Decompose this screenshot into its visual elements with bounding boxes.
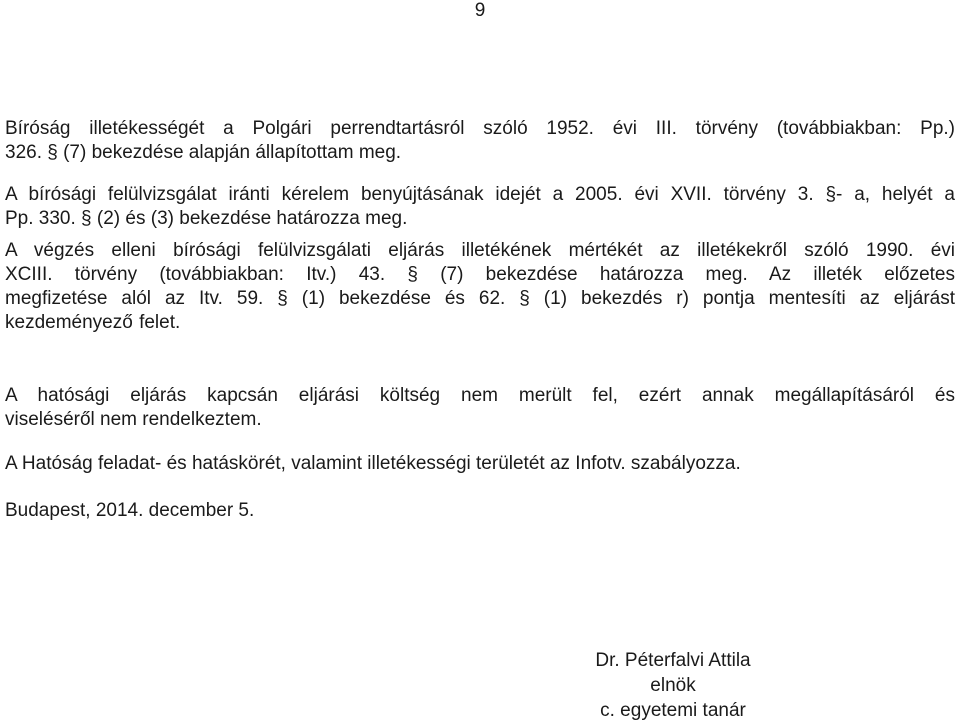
paragraph-review-request	[5, 183, 955, 231]
signatory-title: elnök	[650, 675, 696, 696]
place-and-date	[5, 499, 955, 523]
text-line: Bíróság illetékességét a Polgári perrendtartásról szóló 1952. évi III. törvény (továbbiakban: Pp.)	[5, 118, 955, 139]
text-line: megfizetése alól az Itv. 59. § (1) bekezdése és 62. § (1) bekezdés r) pontja mentesíti az eljárást	[5, 288, 955, 309]
paragraph-costs	[5, 384, 955, 432]
text-line: viseléséről nem rendelkeztem.	[5, 409, 262, 430]
text-line: XCIII. törvény (továbbiakban: Itv.) 43. § (7) bekezdése határozza meg. Az illeték előzetes	[5, 264, 955, 285]
paragraph-competence	[5, 452, 955, 476]
signature-block	[548, 648, 798, 723]
text-line: A végzés elleni bírósági felülvizsgálati eljárás illetékének mértékét az illetékekről szóló 1990. évi	[5, 240, 955, 261]
text-line: Budapest, 2014. december 5.	[5, 500, 255, 521]
text-line: Pp. 330. § (2) és (3) bekezdése határozza meg.	[5, 208, 408, 229]
page-number: 9	[474, 0, 486, 21]
text-line: A hatósági eljárás kapcsán eljárási költség nem merült fel, ezért annak megállapításáról és	[5, 385, 955, 406]
text-line: kezdeményező felet.	[5, 312, 181, 333]
text-line: 326. § (7) bekezdése alapján állapítottam meg.	[5, 142, 402, 163]
paragraph-jurisdiction	[5, 117, 955, 165]
signatory-rank: c. egyetemi tanár	[600, 700, 746, 721]
paragraph-fee	[5, 239, 955, 335]
signatory-name: Dr. Péterfalvi Attila	[595, 650, 751, 671]
text-line: A Hatóság feladat- és hatáskörét, valamint illetékességi területét az Infotv. szabályozza.	[5, 453, 741, 474]
text-line: A bírósági felülvizsgálat iránti kérelem benyújtásának idejét a 2005. évi XVII. törvény 3. §- a, helyét a	[5, 184, 955, 205]
